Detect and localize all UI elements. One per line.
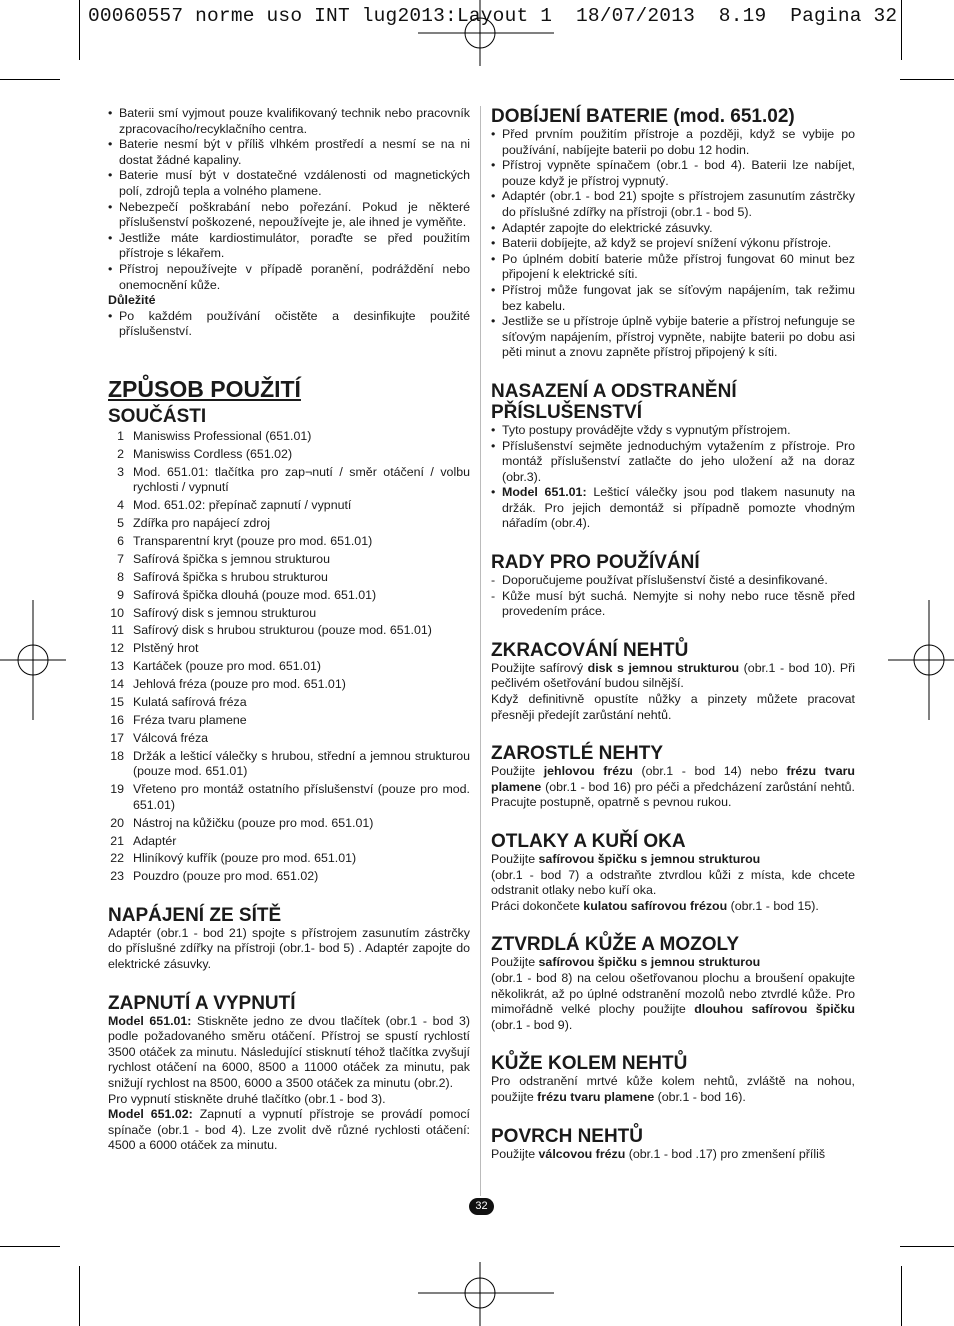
- list-item: [108, 782, 470, 813]
- list-item: • Nebezpečí poškrabání nebo pořezání. Pokud je některé příslušenství poškozené, nepoužívejte je, ale ihned je vyměňte.: [108, 200, 470, 231]
- list-item: • Jestliže máte kardiostimulátor, poraďte se před použitím přístroje s lékařem.: [108, 231, 470, 262]
- list-item: - Kůže musí být suchá. Nemyjte si nohy nebo ruce těsně před provedením práce.: [491, 589, 855, 620]
- item-number: 23: [110, 869, 124, 884]
- paragraph: [108, 1107, 470, 1154]
- crop-mark: [900, 79, 954, 80]
- section-title: NASAZENÍ A ODSTRANĚNÍ PŘÍSLUŠENSTVÍ: [491, 380, 737, 423]
- item-number: 5: [117, 516, 124, 531]
- text-run: Použijte: [491, 764, 544, 779]
- section-title: ZKRACOVÁNÍ NEHTŮ: [491, 639, 689, 661]
- page-number: 32: [469, 1198, 494, 1215]
- item-number: 11: [111, 623, 124, 638]
- list-item: • Příslušenství sejměte jednoduchým vytažením z přístroje. Pro montáž příslušenství zatlačte do jeho uložení až na doraz (obr.3).: [491, 439, 855, 486]
- list-item: [108, 447, 470, 463]
- important-bullets: [108, 309, 470, 340]
- list-item: [108, 749, 470, 780]
- item-number: 6: [117, 533, 124, 548]
- text-run: (obr.1 - bod 8) na celou ošetřovanou plochu a broušení opakujte několikrát, až po úplné odstranění mozolů nebo ztvrdlé kůže. Pro mimořádně velké plochy použijte: [491, 970, 855, 1017]
- paragraph: [491, 1147, 855, 1163]
- item-text: Kartáček (pouze pro mod. 651.01): [133, 659, 322, 674]
- item-text: Plstěný hrot: [133, 641, 199, 656]
- right-column: [491, 106, 855, 1162]
- list-item: • Adaptér zapojte do elektrické zásuvky.: [491, 221, 855, 237]
- item-text: Nástroj na kůžičku (pouze pro mod. 651.01): [133, 815, 374, 830]
- parts-title: SOUČÁSTI: [108, 405, 207, 427]
- text-run: Použijte: [491, 955, 539, 970]
- item-number: 3: [117, 464, 124, 479]
- text-run: disk s jemnou strukturou: [587, 660, 740, 675]
- list-item: [108, 588, 470, 604]
- paragraph: [491, 661, 855, 692]
- item-text: Fréza tvaru plamene: [133, 712, 247, 727]
- list-item: [108, 606, 470, 622]
- paragraph: [491, 955, 855, 971]
- paragraph: (obr.1 - bod 7) a odstraňte ztvrdlou kůži z místa, kde chcete odstranit otlaky nebo kuří oka.: [491, 867, 855, 898]
- list-item: [108, 713, 470, 729]
- column-divider: [480, 106, 481, 1196]
- list-item: • Po každém používání očistěte a desinfikujte použité příslušenství.: [108, 309, 470, 340]
- crop-mark: [79, 1266, 80, 1326]
- text-run: (obr.1 - bod 16) pro péči a předcházení zarůstání nehtů. Pracujte postupně, opatrně s pevnou rukou.: [491, 779, 855, 810]
- item-text: Maniswiss Cordless (651.02): [133, 446, 293, 461]
- item-text: Adaptér: [133, 833, 177, 848]
- text-run: frézu tvaru plamene: [491, 764, 855, 794]
- item-text: Zdířka pro napájecí zdroj: [133, 516, 271, 531]
- item-text: Válcová fréza: [133, 730, 209, 745]
- crop-mark: [0, 79, 60, 80]
- item-number: 20: [110, 815, 124, 830]
- text-run: safírovou špičku s jemnou strukturou: [538, 852, 761, 866]
- item-number: 21: [110, 833, 124, 848]
- list-item: • Baterii dobíjejte, až když se projeví snížení výkonu přístroje.: [491, 236, 855, 252]
- section-title: RADY PRO POUŽÍVÁNÍ: [491, 552, 700, 574]
- paragraph: [491, 764, 855, 811]
- section-title: ZAPNUTÍ A VYPNUTÍ: [108, 992, 296, 1014]
- model-label: Model 651.02:: [108, 1107, 193, 1122]
- item-text: Vřeteno pro montáž ostatního příslušenství (pouze pro mod. 651.01): [133, 782, 470, 812]
- text-run: Pro odstranění mrtvé kůže kolem nehtů, zvláště na nohou, použijte: [491, 1074, 855, 1104]
- list-item: [108, 659, 470, 675]
- list-item: • Jestliže se u přístroje úplně vybije baterie a přístroj nefunguje se síťovým napájením, přístroj vypněte, nabijte baterii po dobu asi pěti minut a znovu zapněte přístroj připojený k síti.: [491, 314, 855, 361]
- list-item: • Baterie nesmí být v příliš vlhkém prostředí a nesmí se na ni dostat žádné kapaliny.: [108, 137, 470, 168]
- item-number: 14: [110, 677, 124, 692]
- safety-bullets: [108, 106, 470, 293]
- item-text: Držák a lešticí válečky s hrubou, střední a jemnou strukturou (pouze mod. 651.01): [133, 748, 470, 779]
- list-item: • Baterie musí být v dostatečné vzdálenosti od magnetických polí, zdrojů tepla a volného plamene.: [108, 168, 470, 199]
- crop-mark: [0, 1246, 60, 1247]
- text-run: válcovou frézu: [538, 1146, 626, 1161]
- parts-list: [108, 429, 470, 885]
- list-item: [108, 677, 470, 693]
- item-text: Safírový disk s jemnou strukturou: [133, 605, 317, 620]
- item-number: 13: [110, 659, 124, 674]
- item-text: Maniswiss Professional (651.01): [133, 428, 312, 443]
- accessories-bullets: [491, 423, 855, 532]
- paragraph: [491, 1074, 855, 1105]
- list-item: - Doporučujeme používat příslušenství čisté a desinfikované.: [491, 573, 855, 589]
- text-run: Použijte safírový: [491, 660, 588, 675]
- model-label: Model 651.01:: [502, 485, 587, 500]
- item-number: 15: [110, 694, 124, 709]
- text-run: (obr.1 - bod 10). Při pečlivém ošetřování budou silnější.: [491, 660, 855, 691]
- crop-mark: [901, 0, 902, 60]
- text-run: kulatou safírovou frézou: [583, 898, 728, 913]
- item-text: Safírová špička s hrubou strukturou: [133, 569, 328, 584]
- section-title: DOBÍJENÍ BATERIE (mod. 651.02): [491, 106, 795, 127]
- list-item: [108, 731, 470, 747]
- paragraph: [108, 1014, 470, 1092]
- paragraph: [491, 852, 855, 868]
- paragraph: [491, 971, 855, 1033]
- list-item: [108, 465, 470, 496]
- important-label: Důležité: [108, 293, 156, 308]
- list-item: [108, 695, 470, 711]
- item-text: Mod. 651.01: tlačítka pro zap¬nutí / směr otáčení / volbu rychlosti / vypnutí: [133, 464, 470, 495]
- item-number: 4: [117, 498, 124, 513]
- paragraph: [491, 899, 855, 915]
- list-item: • Přístroj nepoužívejte v případě poranění, podráždění nebo onemocnění kůže.: [108, 262, 470, 293]
- crop-mark: [79, 0, 80, 60]
- item-text: Safírový disk s hrubou strukturou (pouze mod. 651.01): [133, 623, 432, 638]
- section-title: OTLAKY A KUŘÍ OKA: [491, 831, 686, 852]
- crop-mark: [900, 1246, 954, 1247]
- list-item: [108, 570, 470, 586]
- crop-mark: [901, 1266, 902, 1326]
- charge-bullets: [491, 127, 855, 361]
- item-text: Transparentní kryt (pouze pro mod. 651.01): [133, 533, 373, 548]
- list-item: [108, 516, 470, 532]
- item-number: 17: [110, 730, 124, 745]
- item-number: 12: [110, 641, 124, 656]
- paragraph: Když definitivně opustíte nůžky a pinzety můžete pracovat přesněji předejít zarůstání nehtů.: [491, 692, 855, 722]
- text-run: (obr.1 - bod 9).: [491, 1017, 573, 1032]
- model-label: Model 651.01:: [108, 1013, 192, 1028]
- item-number: 18: [110, 748, 124, 763]
- item-number: 22: [110, 851, 124, 866]
- item-number: 1: [117, 428, 124, 443]
- tips-list: [491, 573, 855, 620]
- section-title: ZTVRDLÁ KŮŽE A MOZOLY: [491, 934, 740, 956]
- item-number: 7: [117, 551, 124, 566]
- text-run: (obr.1 - bod 14) nebo: [632, 764, 787, 779]
- text-run: (obr.1 - bod 15).: [727, 898, 819, 913]
- section-title: POVRCH NEHTŮ: [491, 1125, 644, 1147]
- section-title: KŮŽE KOLEM NEHTŮ: [491, 1053, 688, 1075]
- list-item: [108, 834, 470, 850]
- item-number: 19: [110, 782, 124, 797]
- list-item: • Baterii smí vyjmout pouze kvalifikovaný technik nebo pracovník zpracovacího/recyklačního centra.: [108, 106, 470, 137]
- section-title: ZAROSTLÉ NEHTY: [491, 743, 664, 765]
- list-item: [108, 534, 470, 550]
- item-number: 8: [117, 569, 124, 584]
- text-run: (obr.1 - bod 16).: [654, 1089, 746, 1104]
- text-run: Použijte: [491, 1146, 539, 1161]
- item-text: Mod. 651.02: přepínač zapnutí / vypnutí: [133, 498, 352, 513]
- item-text: Safírová špička dlouhá (pouze mod. 651.01): [133, 587, 377, 602]
- list-item: [108, 851, 470, 867]
- list-item: [108, 429, 470, 445]
- list-item: • Po úplném dobití baterie může přístroj fungovat 60 minut bez připojení k elektrické síti.: [491, 252, 855, 283]
- text-run: safírovou špičku s jemnou strukturou: [538, 955, 761, 970]
- item-number: 9: [117, 587, 124, 602]
- list-item: [108, 498, 470, 514]
- item-text: Safírová špička s jemnou strukturou: [133, 551, 330, 566]
- item-text: Jehlová fréza (pouze pro mod. 651.01): [133, 677, 346, 692]
- text-run: Zapnutí a vypnutí přístroje se provádí pomocí spínače (obr.1 - bod 4). Lze zvolit dvě různé rychlosti otáčení: 4500 a 6000 otáček za minutu.: [108, 1107, 471, 1153]
- text-run: dlouhou safírovou špičku: [694, 1002, 855, 1017]
- list-item: • Přístroj může fungovat jak se síťovým napájením, tak režimu bez kabelu.: [491, 283, 855, 314]
- item-number: 16: [110, 712, 124, 727]
- list-item: [491, 485, 855, 532]
- text-run: frézu tvaru plamene: [537, 1089, 655, 1104]
- left-column: [108, 106, 470, 1154]
- registration-mark-bottom: [418, 1262, 554, 1326]
- item-text: Pouzdro (pouze pro mod. 651.02): [133, 869, 319, 884]
- item-number: 2: [117, 446, 124, 461]
- main-title: ZPŮSOB POUŽITÍ: [108, 375, 301, 402]
- registration-mark-left: [0, 600, 66, 720]
- text-run: (obr.1 - bod .17) pro zmenšení příliš: [625, 1146, 826, 1161]
- print-slug: 00060557 norme uso INT lug2013:Layout 1 18/07/2013 8.19 Pagina 32: [88, 5, 898, 27]
- registration-mark-right: [888, 600, 954, 720]
- text-run: Lešticí válečky jsou pod tlakem nasunuty na držák. Pro jejich demontáž si případně pomozte vhodným nářadím (obr.4).: [502, 485, 855, 531]
- item-text: Hliníkový kufřík (pouze pro mod. 651.01): [133, 851, 357, 866]
- item-text: Kulatá safírová fréza: [133, 694, 247, 709]
- text-run: Práci dokončete: [491, 898, 584, 913]
- list-item: • Tyto postupy provádějte vždy s vypnutým přístrojem.: [491, 423, 855, 439]
- paragraph: Adaptér (obr.1 - bod 21) spojte s přístrojem zasunutím zástrčky do příslušné zdířky na přístroji (obr.1- bod 5) . Adaptér zapojte do elektrické zásuvky.: [108, 925, 470, 972]
- text-run: Použijte: [491, 852, 539, 866]
- text-run: jehlovou frézu: [543, 764, 633, 779]
- item-number: 10: [110, 605, 124, 620]
- list-item: [108, 869, 470, 885]
- list-item: [108, 816, 470, 832]
- list-item: • Před prvním použitím přístroje a později, když se vybije po používání, nabíjejte baterii po dobu 12 hodin.: [491, 127, 855, 158]
- list-item: • Adaptér (obr.1 - bod 21) spojte s přístrojem zasunutím zástrčky do příslušné zdířky na přístroji (obr.1 - bod 5).: [491, 189, 855, 220]
- list-item: [108, 641, 470, 657]
- registration-mark-top: [418, 0, 554, 66]
- list-item: [108, 552, 470, 568]
- section-title: NAPÁJENÍ ZE SÍTĚ: [108, 904, 282, 926]
- text-run: Stiskněte jedno ze dvou tlačítek (obr.1 - bod 3) podle požadovaného směru otáčení. Přístroj se spustí rychlostí 3500 otáček za minutu. Následující stisknutí téhož tlačítka zvyšují rychlost otáčení na 6000, 8500 a 11000 otáček za minutu, pak snižují rychlost na 8500, 6000 a 3500 otáček za minutu (obr.2).: [108, 1013, 470, 1091]
- paragraph: Pro vypnutí stiskněte druhé tlačítko (obr.1 - bod 3).: [108, 1091, 386, 1106]
- list-item: • Přístroj vypněte spínačem (obr.1 - bod 4). Baterii lze nabíjet, pouze když je přístroj vypnutý.: [491, 158, 855, 189]
- list-item: [108, 623, 470, 639]
